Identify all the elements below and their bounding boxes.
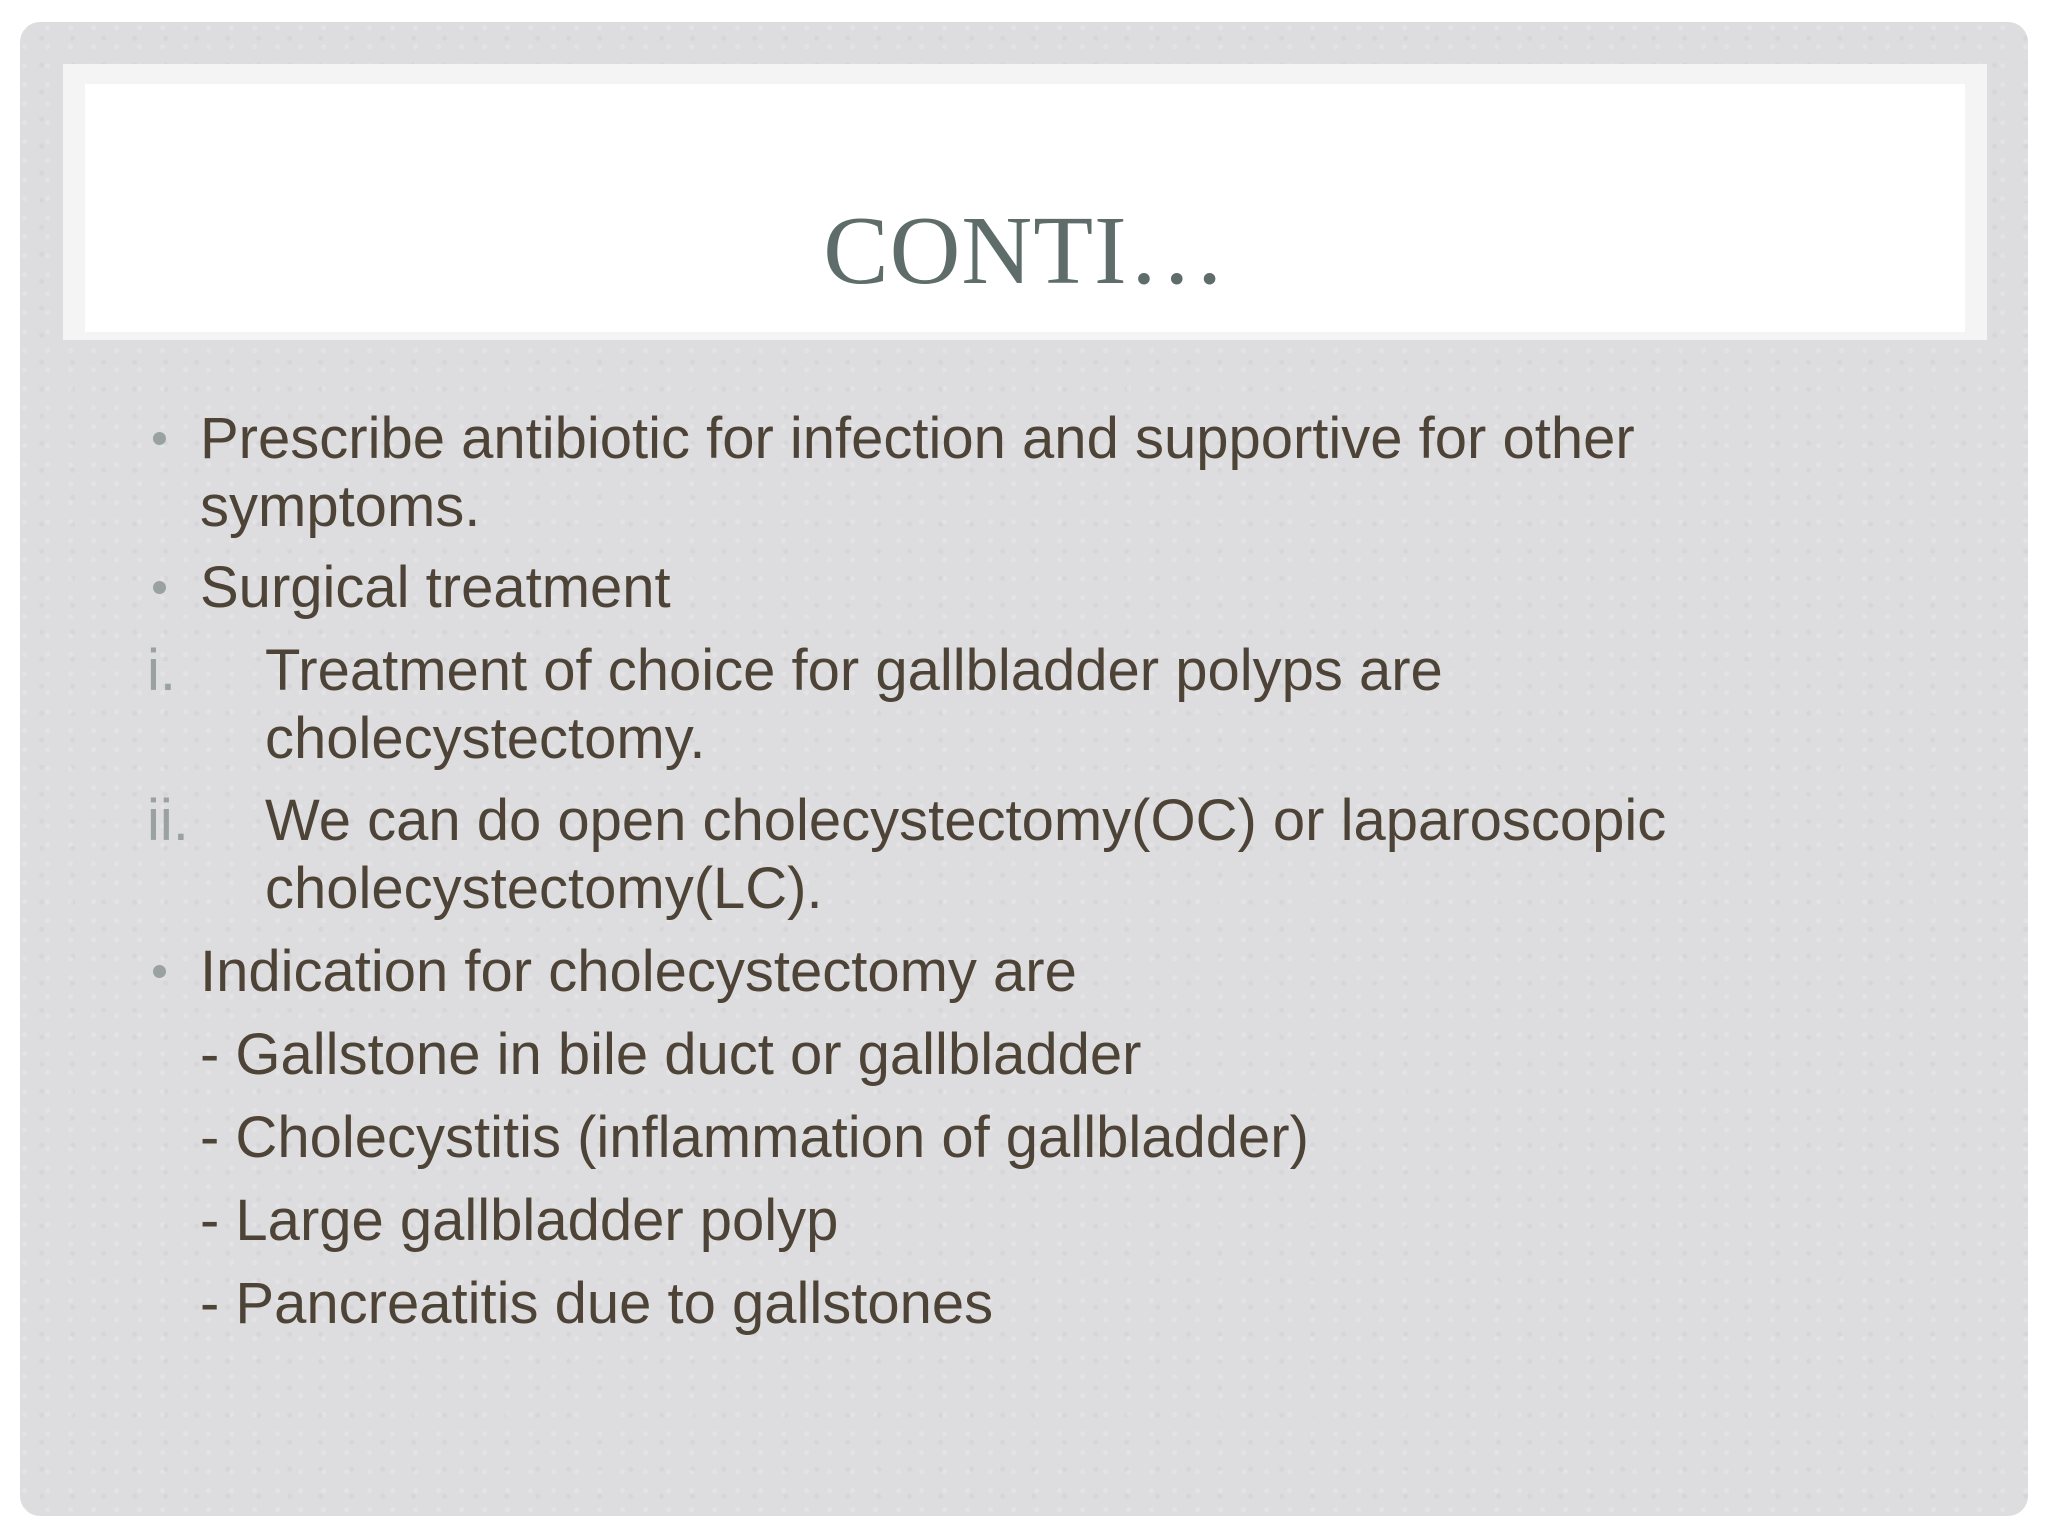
bullet-1-line-2: symptoms. (200, 474, 481, 539)
bullet-dot-icon (153, 581, 166, 594)
numbered-marker-ii: ii. (147, 788, 189, 853)
slide-title: CONTI… (823, 197, 1227, 305)
numbered-ii-line-2: cholecystectomy(LC). (265, 856, 823, 921)
numbered-i-line-1: Treatment of choice for gallbladder polyps are (265, 638, 1443, 703)
slide-body (20, 22, 2028, 1516)
numbered-ii-line-1: We can do open cholecystectomy(OC) or laparoscopic (265, 788, 1667, 853)
indication-item-4: - Pancreatitis due to gallstones (200, 1271, 994, 1336)
bullet-2-line-1: Surgical treatment (200, 555, 671, 620)
indication-item-1: - Gallstone in bile duct or gallbladder (200, 1022, 1142, 1087)
numbered-i-line-2: cholecystectomy. (265, 706, 706, 771)
indication-item-2: - Cholecystitis (inflammation of gallbladder) (200, 1105, 1309, 1170)
indication-item-3: - Large gallbladder polyp (200, 1188, 839, 1253)
indication-heading: Indication for cholecystectomy are (200, 939, 1077, 1004)
slide (20, 22, 2028, 1516)
bullet-1-line-1: Prescribe antibiotic for infection and supportive for other (200, 406, 1635, 471)
bullet-dot-icon (153, 965, 166, 978)
bullet-dot-icon (153, 432, 166, 445)
numbered-marker-i: i. (147, 638, 176, 703)
